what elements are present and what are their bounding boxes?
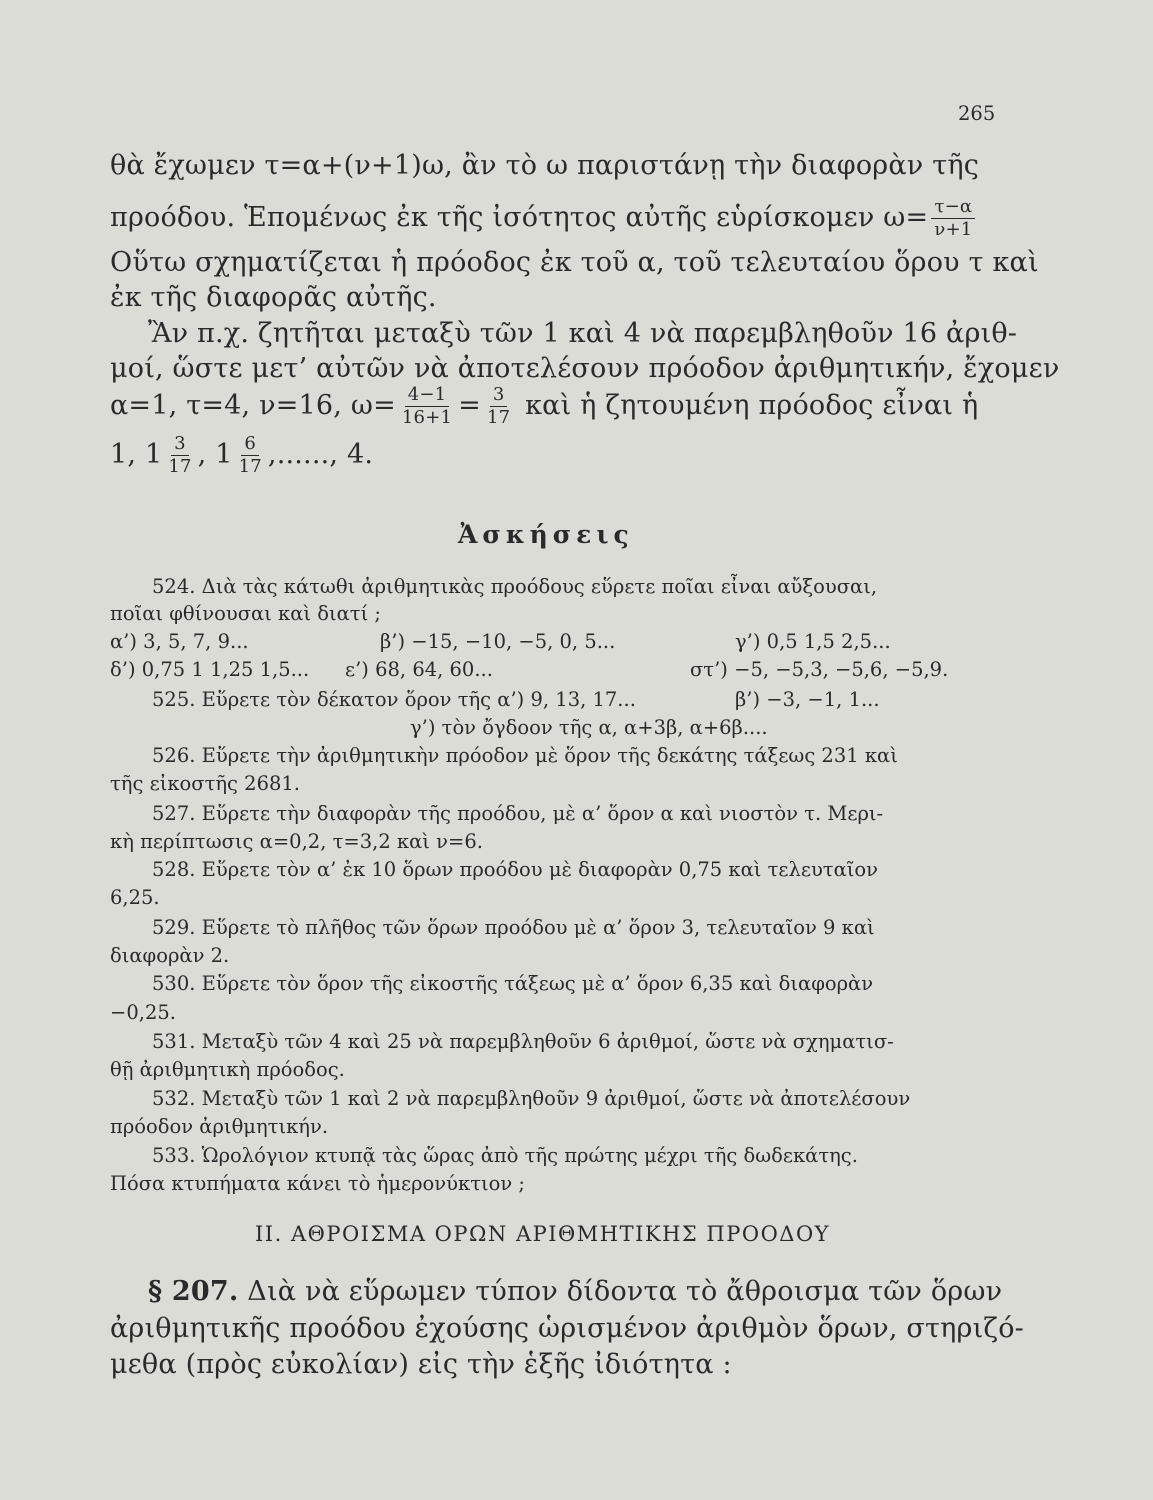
text-span: , 1 — [197, 439, 233, 470]
exercise-item: δ’) 0,75 1 1,25 1,5... — [110, 658, 310, 681]
exercise-line: 6,25. — [110, 886, 160, 909]
text-line: μοί, ὥστε μετ’ αὐτῶν νὰ ἀποτελέσουν πρόοδον ἀριθμητικήν, ἔχομεν — [110, 353, 1060, 384]
fraction-numerator: 3 — [490, 386, 508, 407]
text-span: 1, 1 — [110, 439, 163, 470]
text-line: Οὕτω σχηματίζεται ἡ πρόοδος ἐκ τοῦ α, τοῦ τελευταίου ὅρου τ καὶ — [110, 247, 1039, 278]
section-title: ΙΙ. ΑΘΡΟΙΣΜΑ ΟΡΩΝ ΑΡΙΘΜΗΤΙΚΗΣ ΠΡΟΟΔΟΥ — [255, 1222, 831, 1246]
section-number: § 207. — [148, 1276, 239, 1307]
exercise-line: 532. Μεταξὺ τῶν 1 καὶ 2 νὰ παρεμβληθοῦν 9 ἀριθμοί, ὥστε νὰ ἀποτελέσουν — [152, 1087, 911, 1110]
heading-text: Ἀσκήσεις — [458, 520, 634, 549]
exercise-line: −0,25. — [110, 1001, 176, 1024]
text-line: θὰ ἔχωμεν τ=α+(ν+1)ω, ἂν τὸ ω παριστάνῃ τὴν διαφορὰν τῆς — [110, 150, 980, 181]
text-line: ἀριθμητικῆς προόδου ἐχούσης ὡρισμένον ἀριθμὸν ὅρων, στηριζό- — [110, 1313, 1025, 1344]
fraction — [236, 435, 265, 476]
text-line: Ἂν π.χ. ζητῆται μεταξὺ τῶν 1 καὶ 4 νὰ παρεμβληθοῦν 16 ἀριθ- — [148, 318, 1018, 349]
exercise-line: ποῖαι φθίνουσαι καὶ διατί ; — [110, 602, 381, 625]
exercise-item: ε’) 68, 64, 60... — [345, 658, 493, 681]
fraction — [399, 386, 455, 427]
exercise-item: γ’) 0,5 1,5 2,5... — [735, 630, 891, 653]
exercise-line: 524. Διὰ τὰς κάτωθι ἀριθμητικὰς προόδους εὕρετε ποῖαι εἶναι αὔξουσαι, — [152, 575, 878, 598]
exercises-heading — [458, 520, 634, 549]
exercise-line: 526. Εὕρετε τὴν ἀριθμητικὴν πρόοδον μὲ ὅρον τῆς δεκάτης τάξεως 231 καὶ — [152, 744, 898, 767]
fraction-numerator: 4−1 — [405, 386, 450, 407]
text-span: προόδου. Ἑπομένως ἐκ τῆς ἰσότητος αὐτῆς εὑρίσκομεν ω= — [110, 202, 929, 233]
fraction-denominator: ν+1 — [934, 219, 973, 240]
exercise-item: γ’) τὸν ὄγδοον τῆς α, α+3β, α+6β.... — [410, 716, 768, 739]
text-line: μεθα (πρὸς εὐκολίαν) εἰς τὴν ἑξῆς ἰδιότητα : — [110, 1349, 732, 1380]
exercise-item: στ’) −5, −5,3, −5,6, −5,9. — [690, 658, 949, 681]
exercise-line: θῇ ἀριθμητικὴ πρόοδος. — [110, 1058, 345, 1081]
exercise-item: β’) −15, −10, −5, 0, 5... — [380, 630, 616, 653]
text-span: Διὰ νὰ εὕρωμεν τύπον δίδοντα τὸ ἄθροισμα τῶν ὅρων — [247, 1276, 1003, 1307]
formula-line — [110, 198, 978, 239]
exercise-line: 531. Μεταξὺ τῶν 4 καὶ 25 νὰ παρεμβληθοῦν 6 ἀριθμοί, ὥστε νὰ σχηματισ- — [152, 1030, 894, 1053]
fraction-denominator: 17 — [486, 407, 511, 428]
exercise-item: α’) 3, 5, 7, 9... — [110, 630, 249, 653]
fraction — [484, 386, 513, 427]
exercise-line: 533. Ὡρολόγιον κτυπᾷ τὰς ὥρας ἀπὸ τῆς πρώτης μέχρι τῆς δωδεκάτης. — [152, 1144, 858, 1167]
exercise-line: κὴ περίπτωσις α=0,2, τ=3,2 καὶ ν=6. — [110, 830, 483, 853]
text-line — [148, 1276, 1002, 1307]
text-line: ἐκ τῆς διαφορᾶς αὐτῆς. — [110, 282, 437, 313]
text-span: = — [458, 390, 481, 421]
fraction-denominator: 16+1 — [401, 407, 453, 428]
formula-line — [110, 435, 373, 476]
exercise-line: 529. Εὕρετε τὸ πλῆθος τῶν ὅρων προόδου μὲ α’ ὅρον 3, τελευταῖον 9 καὶ — [152, 916, 875, 939]
fraction-numerator: 6 — [241, 435, 259, 456]
text-span: ,......, 4. — [267, 439, 374, 470]
exercise-line: 528. Εὕρετε τὸν α’ ἐκ 10 ὅρων προόδου μὲ διαφορὰν 0,75 καὶ τελευταῖον — [152, 858, 879, 881]
fraction-numerator: τ−α — [931, 198, 975, 219]
exercise-item: β’) −3, −1, 1... — [735, 688, 880, 711]
text-span: καὶ ἡ ζητουμένη πρόοδος εἶναι ἡ — [525, 390, 979, 421]
exercise-line: 527. Εὕρετε τὴν διαφορὰν τῆς προόδου, μὲ α’ ὅρον α καὶ νιοστὸν τ. Μερι- — [152, 802, 884, 825]
exercise-line: Πόσα κτυπήματα κάνει τὸ ἡμερονύκτιον ; — [110, 1172, 525, 1195]
fraction-numerator: 3 — [171, 435, 189, 456]
fraction — [931, 198, 975, 239]
fraction — [165, 435, 194, 476]
fraction-denominator: 17 — [238, 456, 262, 477]
text-span: α=1, τ=4, ν=16, ω= — [110, 390, 396, 421]
exercise-line: διαφορὰν 2. — [110, 944, 230, 967]
exercise-line: τῆς εἰκοστῆς 2681. — [110, 772, 300, 795]
formula-line — [110, 386, 978, 427]
exercise-line: πρόοδον ἀριθμητικήν. — [110, 1115, 329, 1138]
exercise-line: 525. Εὕρετε τὸν δέκατον ὅρον τῆς α’) 9, 13, 17... — [152, 688, 636, 711]
page-number: 265 — [958, 102, 996, 125]
fraction-denominator: 17 — [168, 456, 192, 477]
exercise-line: 530. Εὕρετε τὸν ὅρον τῆς εἰκοστῆς τάξεως μὲ α’ ὅρον 6,35 καὶ διαφορὰν — [152, 972, 874, 995]
